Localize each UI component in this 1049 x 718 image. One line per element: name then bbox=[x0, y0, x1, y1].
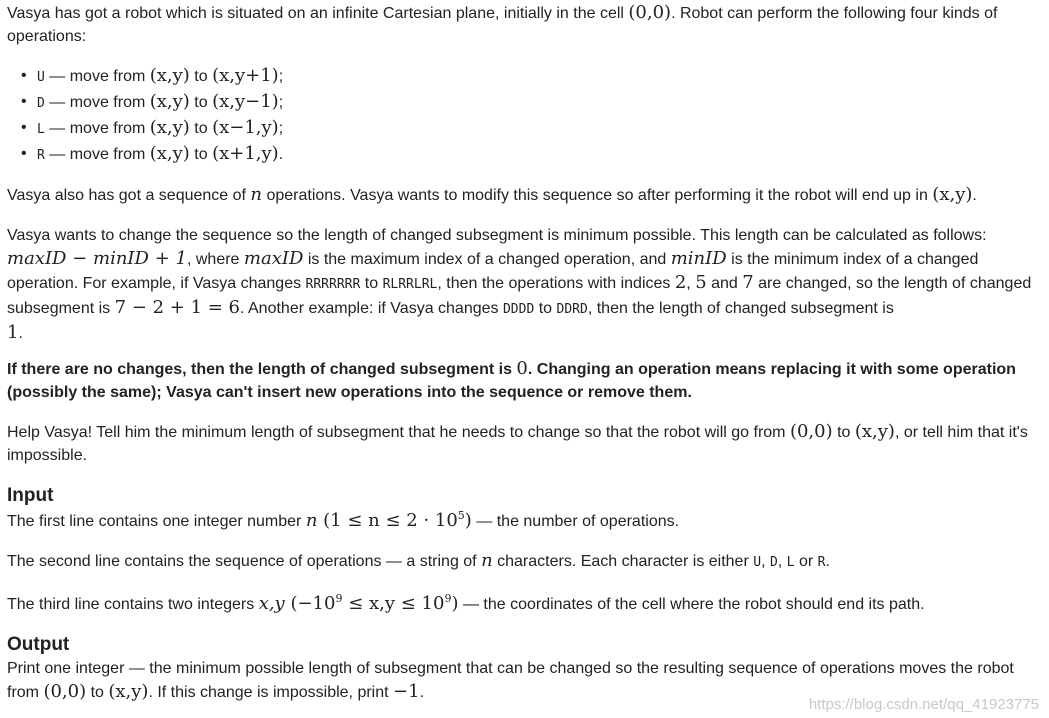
text: to bbox=[360, 275, 383, 292]
text: ) bbox=[464, 510, 472, 531]
math-xy: (x,y) bbox=[932, 184, 973, 205]
math: (x,y) bbox=[854, 421, 895, 442]
list-item bbox=[37, 63, 283, 89]
code-example: DDDD bbox=[502, 302, 535, 317]
text: , then the operations with indices bbox=[437, 275, 675, 292]
math-origin: (0,0) bbox=[628, 2, 672, 23]
op-code: U bbox=[37, 70, 45, 85]
list-item bbox=[37, 141, 283, 167]
text: . bbox=[419, 684, 425, 701]
text: . bbox=[825, 553, 830, 570]
op-code: L bbox=[786, 555, 795, 570]
math: 0 bbox=[516, 358, 528, 379]
text: and bbox=[706, 275, 743, 292]
intro-paragraph bbox=[7, 1, 1043, 48]
text: , then the length of changed subsegment is bbox=[587, 300, 894, 317]
superscript: 5 bbox=[457, 509, 465, 522]
op-code: R bbox=[817, 555, 826, 570]
math: (x,y) bbox=[149, 143, 190, 164]
math: 5 bbox=[695, 272, 707, 293]
math-formula: 7 − 2 + 1 = 6 bbox=[114, 297, 240, 318]
text: . If this change is impossible, print bbox=[148, 684, 394, 701]
math: (x,y) bbox=[108, 681, 149, 702]
text: characters. Each character is either bbox=[492, 553, 754, 570]
text: operations. Vasya wants to modify this sequence so after performing it the robot will end up in bbox=[262, 187, 933, 204]
text: ; bbox=[278, 120, 284, 137]
text: or bbox=[794, 553, 818, 570]
math-constraint bbox=[317, 510, 471, 531]
text: to bbox=[534, 300, 557, 317]
math-formula: maxID − minID + 1 bbox=[7, 248, 187, 269]
math: (0,0) bbox=[789, 421, 833, 442]
math: 1 bbox=[7, 322, 19, 343]
op-code: L bbox=[37, 122, 45, 137]
text: ; bbox=[278, 94, 284, 111]
math: 2 bbox=[674, 272, 687, 293]
math: (x,y) bbox=[149, 65, 190, 86]
text: . bbox=[972, 187, 977, 204]
text: to bbox=[832, 424, 855, 441]
text: Vasya also has got a sequence of bbox=[7, 187, 251, 204]
math-n: n bbox=[481, 550, 493, 571]
math-minid: minID bbox=[670, 248, 727, 269]
text: ) bbox=[451, 593, 459, 614]
math: 7 bbox=[742, 272, 754, 293]
math: (x−1,y) bbox=[212, 117, 279, 138]
text: is the minimum index of a changed operation. For example, if Vasya changes bbox=[7, 251, 979, 292]
math-maxid: maxID bbox=[243, 248, 304, 269]
sequence-paragraph bbox=[7, 183, 977, 207]
superscript: 9 bbox=[444, 592, 452, 605]
math: (x,y) bbox=[149, 91, 190, 112]
math-n: n bbox=[305, 510, 318, 531]
text: Vasya has got a robot which is situated on an infinite Cartesian plane, initially in the cell bbox=[7, 5, 629, 22]
input-line-3 bbox=[7, 592, 925, 616]
list-item bbox=[37, 89, 283, 115]
math-constraint bbox=[285, 593, 459, 614]
text: Print one integer — the minimum possible length of subsegment that can be changed so the resulting sequence of operations moves the robot from bbox=[7, 660, 1014, 701]
math-n: n bbox=[250, 184, 263, 205]
text: to bbox=[189, 120, 213, 137]
text: is the maximum index of a changed operation, and bbox=[303, 251, 671, 268]
math-xy: x,y bbox=[258, 593, 285, 614]
math: (x+1,y) bbox=[212, 143, 279, 164]
bold-note bbox=[7, 357, 1043, 404]
text: — move from bbox=[44, 68, 150, 85]
math: (x,y) bbox=[149, 117, 190, 138]
text: The second line contains the sequence of operations — a string of bbox=[7, 553, 482, 570]
text: . Another example: if Vasya changes bbox=[240, 300, 503, 317]
text: (−10 bbox=[284, 593, 336, 614]
math: (x,y−1) bbox=[212, 91, 279, 112]
output-heading: Output bbox=[7, 634, 70, 655]
text: — the number of operations. bbox=[471, 513, 680, 530]
text: — move from bbox=[44, 94, 150, 111]
watermark: https://blog.csdn.net/qq_41923775 bbox=[808, 696, 1039, 713]
superscript: 9 bbox=[335, 592, 343, 605]
text: to bbox=[189, 94, 213, 111]
text: to bbox=[86, 684, 109, 701]
text: . bbox=[278, 146, 284, 163]
text: . Robot can perform the following four kinds of operations: bbox=[7, 5, 998, 45]
list-item bbox=[37, 115, 283, 141]
op-code: D bbox=[769, 555, 778, 570]
input-heading: Input bbox=[7, 485, 54, 506]
text: If there are no changes, then the length of changed subsegment is bbox=[7, 361, 517, 378]
op-code: U bbox=[753, 555, 762, 570]
math: (0,0) bbox=[43, 681, 87, 702]
math: −1 bbox=[393, 681, 420, 702]
text: The first line contains one integer number bbox=[7, 513, 306, 530]
help-paragraph bbox=[7, 420, 1043, 467]
input-line-2 bbox=[7, 549, 830, 574]
input-line-1 bbox=[7, 509, 679, 533]
text: , bbox=[777, 553, 787, 570]
op-code: D bbox=[37, 96, 45, 111]
operations-list bbox=[7, 63, 283, 167]
code-example: RLRRLRL bbox=[382, 277, 438, 292]
length-paragraph bbox=[7, 224, 1043, 345]
text: to bbox=[189, 68, 213, 85]
text: , bbox=[686, 275, 696, 292]
text: Vasya wants to change the sequence so the length of changed subsegment is minimum possible. This length can be calculated as follows: bbox=[7, 227, 987, 244]
text: (1 ≤ n ≤ 2 · 10 bbox=[317, 510, 458, 531]
text: ≤ x,y ≤ 10 bbox=[342, 593, 445, 614]
text: , or tell him that it's impossible. bbox=[7, 424, 1028, 464]
text: . Changing an operation means replacing it with some operation (possibly the same); Vasya can't insert new operations into the sequence or remove them. bbox=[7, 361, 1016, 401]
op-code: R bbox=[37, 148, 45, 163]
text: Help Vasya! Tell him the minimum length of subsegment that he needs to change so that the robot will go from bbox=[7, 424, 790, 441]
code-example: RRRRRRR bbox=[305, 277, 361, 292]
text: to bbox=[189, 146, 213, 163]
text: , bbox=[761, 553, 770, 570]
text: The third line contains two integers bbox=[7, 596, 259, 613]
text: — move from bbox=[44, 146, 150, 163]
code-example: DDRD bbox=[556, 302, 588, 317]
text: — the coordinates of the cell where the robot should end its path. bbox=[458, 596, 925, 613]
text: , where bbox=[186, 251, 244, 268]
text: . bbox=[18, 325, 23, 342]
text: are changed, so the length of changed subsegment is bbox=[7, 275, 1032, 317]
math: (x,y+1) bbox=[212, 65, 279, 86]
text: ; bbox=[278, 68, 284, 85]
text: — move from bbox=[44, 120, 150, 137]
